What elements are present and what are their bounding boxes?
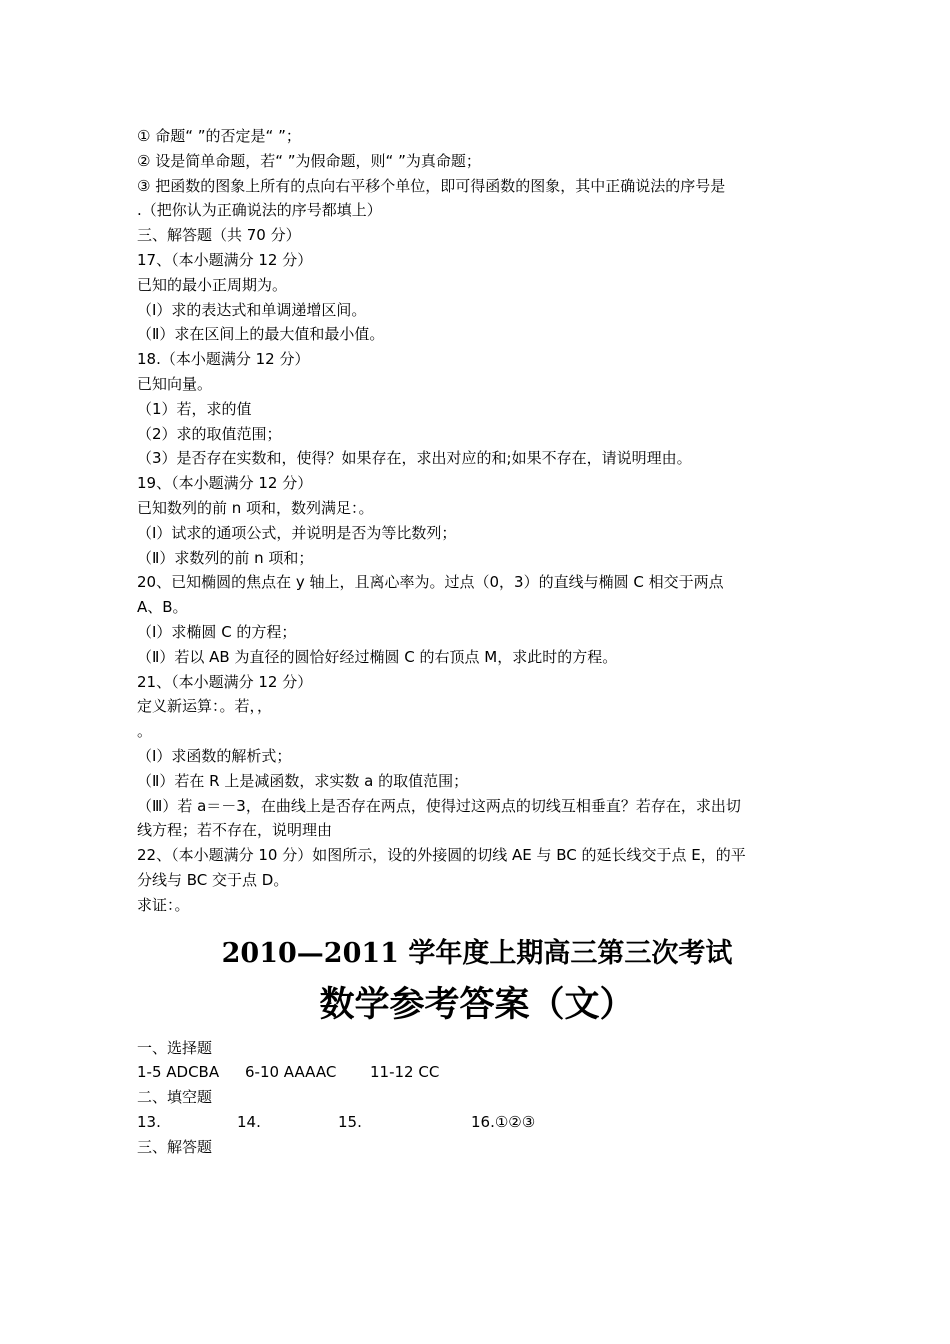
question-heading: 19、（本小题满分 12 分） <box>137 474 313 493</box>
text-line: （Ⅲ）若 a＝－3，在曲线上是否存在两点，使得过这两点的切线互相垂直？若存在，求出切 <box>137 796 741 815</box>
text-line: （Ⅰ）试求的通项公式，并说明是否为等比数列； <box>137 523 457 542</box>
text-line: 求证：。 <box>137 895 190 914</box>
choice-answer: 6-10 AAAAC <box>245 1063 337 1082</box>
text-line: ③ 把函数的图象上所有的点向右平移个单位，即可得函数的图象，其中正确说法的序号是 <box>137 176 726 195</box>
text-line: （Ⅰ）求函数的解析式； <box>137 746 292 765</box>
choice-answer: 11-12 CC <box>370 1063 440 1082</box>
fill-answer: 13. <box>137 1112 161 1131</box>
choice-answer: 1-5 ADCBA <box>137 1063 220 1082</box>
text-line: 线方程；若不存在，说明理由 <box>137 821 333 840</box>
fill-answer: 14. <box>237 1112 261 1131</box>
text-line: 22、（本小题满分 10 分）如图所示，设的外接圆的切线 AE 与 BC 的延长线交于点 E，的平 <box>137 846 746 865</box>
question-heading: 18.（本小题满分 12 分） <box>137 350 310 369</box>
text-line: 已知数列的前 n 项和，数列满足：。 <box>137 498 374 517</box>
text-line: ① 命题“ ”的否定是“ ”； <box>137 127 301 145</box>
document-page <box>137 124 817 1159</box>
text-line: （2）求的取值范围； <box>137 424 282 443</box>
fill-answers-row <box>137 1110 817 1135</box>
text-line: （1）若，求的值 <box>137 399 252 418</box>
exam-title: 2010—2011 学年度上期高三第三次考试 <box>221 937 733 969</box>
answer-title: 数学参考答案（文） <box>319 983 635 1025</box>
text-line: （Ⅱ）求数列的前 n 项和； <box>137 548 314 567</box>
answer-section-heading: 三、解答题 <box>137 1137 213 1156</box>
text-line: （Ⅱ）若以 AB 为直径的圆恰好经过椭圆 C 的右顶点 M，求此时的方程。 <box>137 647 618 666</box>
fill-answer: 16.①②③ <box>471 1112 536 1131</box>
answer-section-heading: 二、填空题 <box>137 1088 213 1107</box>
answer-section-heading: 一、选择题 <box>137 1038 213 1057</box>
text-line: （Ⅱ）求在区间上的最大值和最小值。 <box>137 325 385 344</box>
text-line: （Ⅱ）若在 R 上是减函数，求实数 a 的取值范围； <box>137 771 469 790</box>
text-line: 定义新运算：。若，， <box>137 697 273 716</box>
text-line: ② 设是简单命题，若“ ”为假命题，则“ ”为真命题； <box>137 151 481 170</box>
text-line: 已知的最小正周期为。 <box>137 275 288 294</box>
text-line: 分线与 BC 交于点 D。 <box>137 870 289 889</box>
fill-answer: 15. <box>338 1112 362 1131</box>
section-heading: 三、解答题（共 70 分） <box>137 226 301 245</box>
text-line: 20、已知椭圆的焦点在 y 轴上，且离心率为。过点（0，3）的直线与椭圆 C 相交于两点 <box>137 573 724 592</box>
text-line: .（把你认为正确说法的序号都填上） <box>137 201 382 220</box>
text-line: （Ⅰ）求的表达式和单调递增区间。 <box>137 300 367 319</box>
text-line: 已知向量。 <box>137 374 213 393</box>
text-line: 。 <box>137 722 153 741</box>
text-line: （Ⅰ）求椭圆 C 的方程； <box>137 622 297 641</box>
question-heading: 17、（本小题满分 12 分） <box>137 250 313 269</box>
choice-answers-row <box>137 1060 817 1085</box>
text-line: A、B。 <box>137 598 188 617</box>
text-line: （3）是否存在实数和，使得？如果存在，求出对应的和;如果不存在，请说明理由。 <box>137 449 692 468</box>
question-heading: 21、（本小题满分 12 分） <box>137 672 313 691</box>
